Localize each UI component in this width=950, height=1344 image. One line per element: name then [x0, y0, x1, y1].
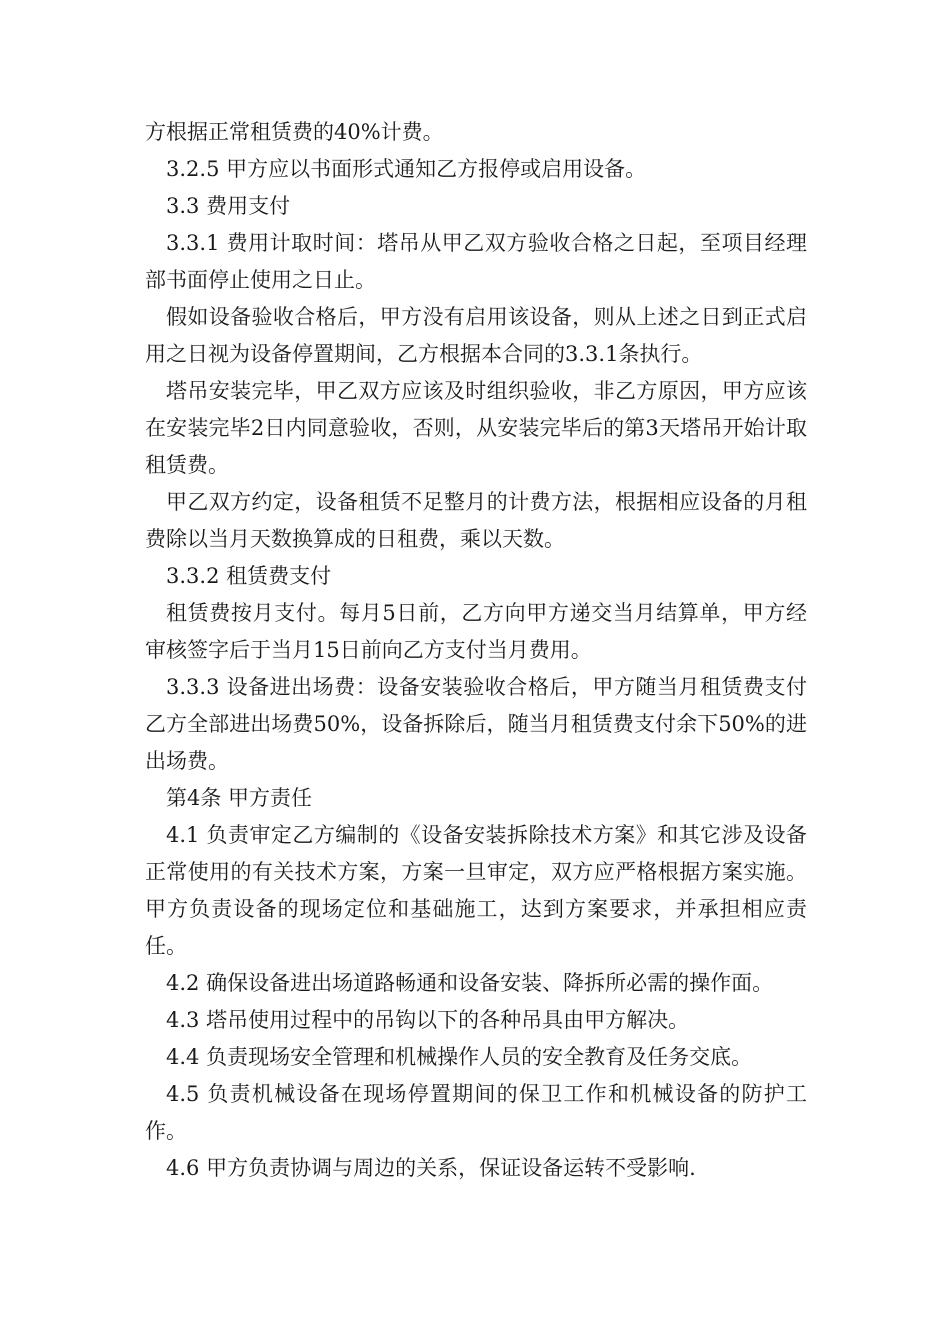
clause-4-3: 4.3 塔吊使用过程中的吊钩以下的各种吊具由甲方解决。 — [166, 1008, 690, 1032]
document-body — [145, 114, 807, 1187]
paragraph-acceptance: 塔吊安装完毕，甲乙双方应该及时组织验收，非乙方原因，甲方应该在安装完毕2日内同意验收，否则，从安装完毕后的第3天塔吊开始计取租赁费。 — [145, 379, 807, 477]
clause-3-3-3: 3.3.3 设备进出场费：设备安装验收合格后，甲方随当月租赁费支付乙方全部进出场费50%，设备拆除后，随当月租赁费支付余下50%的进出场费。 — [145, 675, 807, 773]
paragraph-continuation: 方根据正常租赁费的40%计费。 — [145, 120, 444, 144]
section-heading-3-3-2: 3.3.2 租赁费支付 — [166, 564, 332, 588]
paragraph-monthly-payment: 租赁费按月支付。每月5日前，乙方向甲方递交当月结算单，甲方经审核签字后于当月15日前向乙方支付当月费用。 — [145, 601, 807, 662]
clause-4-1: 4.1 负责审定乙方编制的《设备安装拆除技术方案》和其它涉及设备正常使用的有关技术方案，方案一旦审定，双方应严格根据方案实施。甲方负责设备的现场定位和基础施工，达到方案要求，并承担相应责任。 — [145, 823, 807, 958]
clause-4-2: 4.2 确保设备进出场道路畅通和设备安装、降拆所必需的操作面。 — [166, 971, 774, 995]
paragraph-idle-period: 假如设备验收合格后，甲方没有启用该设备，则从上述之日到正式启用之日视为设备停置期间，乙方根据本合同的3.3.1条执行。 — [145, 305, 807, 366]
clause-3-2-5: 3.2.5 甲方应以书面形式通知乙方报停或启用设备。 — [166, 157, 647, 181]
section-heading-3-3: 3.3 费用支付 — [166, 194, 291, 218]
paragraph-partial-month: 甲乙双方约定，设备租赁不足整月的计费方法，根据相应设备的月租费除以当月天数换算成的日租费，乘以天数。 — [145, 490, 807, 551]
clause-4-4: 4.4 负责现场安全管理和机械操作人员的安全教育及任务交底。 — [166, 1045, 753, 1069]
clause-4-6: 4.6 甲方负责协调与周边的关系，保证设备运转不受影响. — [166, 1156, 696, 1180]
article-heading-4: 第4条 甲方责任 — [166, 786, 313, 810]
clause-4-5: 4.5 负责机械设备在现场停置期间的保卫工作和机械设备的防护工作。 — [145, 1082, 807, 1143]
clause-3-3-1: 3.3.1 费用计取时间：塔吊从甲乙双方验收合格之日起，至项目经理部书面停止使用之日止。 — [145, 231, 807, 292]
